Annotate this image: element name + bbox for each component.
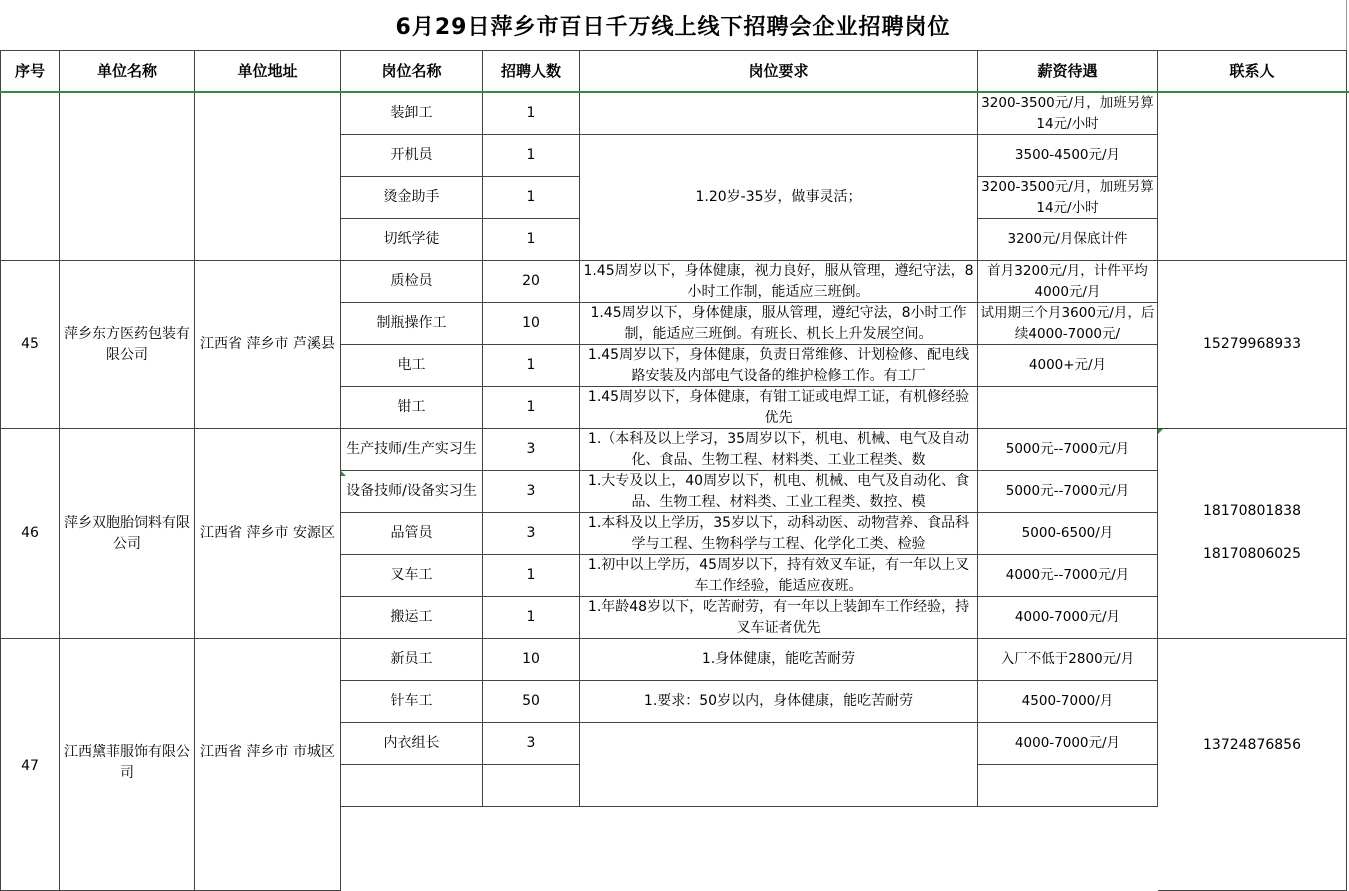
salary-cell: 试用期三个月3600元/月，后续4000-7000元/ <box>978 303 1158 345</box>
count-cell: 1 <box>483 177 580 219</box>
salary-cell: 3500-4500元/月 <box>978 135 1158 177</box>
company-cell-44 <box>60 93 195 261</box>
address-cell-44 <box>195 93 341 261</box>
requirement-cell: 1.年龄48岁以下，吃苦耐劳，有一年以上装卸车工作经验，持叉车证者优先 <box>580 597 978 639</box>
position-cell: 切纸学徒 <box>341 219 483 261</box>
requirement-cell-empty <box>580 93 978 135</box>
header-address: 单位地址 <box>195 50 341 93</box>
seq-cell-45: 45 <box>0 261 60 429</box>
position-cell: 针车工 <box>341 681 483 723</box>
position-cell: 生产技师/生产实习生 <box>341 429 483 471</box>
count-cell: 10 <box>483 303 580 345</box>
header-position: 岗位名称 <box>341 50 483 93</box>
salary-cell: 5000元--7000元/月 <box>978 471 1158 513</box>
count-cell: 50 <box>483 681 580 723</box>
salary-cell-empty <box>978 765 1158 807</box>
position-cell: 装卸工 <box>341 93 483 135</box>
requirement-cell: 1.45周岁以下，身体健康，负责日常维修、计划检修、配电线路安装及内部电气设备的维护检修工作。有工厂 <box>580 345 978 387</box>
contact-cell-46 <box>1158 429 1347 639</box>
requirement-cell <box>580 723 978 807</box>
count-cell: 1 <box>483 555 580 597</box>
header-requirements: 岗位要求 <box>580 50 978 93</box>
requirement-cell: 1.（本科及以上学习，35周岁以下，机电、机械、电气及自动化、食品、生物工程、材料类、工业工程类、数 <box>580 429 978 471</box>
position-cell: 叉车工 <box>341 555 483 597</box>
address-cell-46: 江西省 萍乡市 安源区 <box>195 429 341 639</box>
salary-cell: 4000-7000元/月 <box>978 723 1158 765</box>
position-cell: 开机员 <box>341 135 483 177</box>
position-cell: 钳工 <box>341 387 483 429</box>
count-cell: 3 <box>483 723 580 765</box>
requirement-cell: 1.本科及以上学历，35岁以下，动科动医、动物营养、食品科学与工程、生物科学与工程、化学化工类、检验 <box>580 513 978 555</box>
salary-cell: 5000元--7000元/月 <box>978 429 1158 471</box>
company-cell-47 <box>60 639 195 891</box>
header-count: 招聘人数 <box>483 50 580 93</box>
salary-cell: 4000-7000元/月 <box>978 597 1158 639</box>
count-cell: 20 <box>483 261 580 303</box>
count-cell-empty <box>483 765 580 807</box>
salary-cell: 3200-3500元/月，加班另算14元/小时 <box>978 93 1158 135</box>
requirement-cell: 1.45周岁以下，身体健康，视力良好，服从管理，遵纪守法，8小时工作制，能适应三班倒。 <box>580 261 978 303</box>
address-cell-45: 江西省 萍乡市 芦溪县 <box>195 261 341 429</box>
company-cell-46: 萍乡双胞胎饲料有限公司 <box>60 429 195 639</box>
count-cell: 1 <box>483 597 580 639</box>
contact-cell-47 <box>1158 639 1347 891</box>
company-value-47: 江西黛菲服饰有限公司 <box>64 744 190 781</box>
requirement-cell: 1.20岁-35岁，做事灵活； <box>580 135 978 261</box>
salary-cell <box>978 387 1158 429</box>
position-cell: 烫金助手 <box>341 177 483 219</box>
count-cell: 3 <box>483 471 580 513</box>
header-company: 单位名称 <box>60 50 195 93</box>
position-cell: 内衣组长 <box>341 723 483 765</box>
position-cell: 设备技师/设备实习生 <box>341 471 483 513</box>
count-cell: 10 <box>483 639 580 681</box>
position-cell: 品管员 <box>341 513 483 555</box>
requirement-cell: 1.大专及以上，40周岁以下，机电、机械、电气及自动化、食品、生物工程、材料类、工业工程类、数控、模 <box>580 471 978 513</box>
seq-cell-47 <box>0 639 60 891</box>
seq-value-47: 47 <box>21 758 39 774</box>
requirement-cell: 1.身体健康，能吃苦耐劳 <box>580 639 978 681</box>
count-cell: 1 <box>483 387 580 429</box>
salary-cell: 3200-3500元/月，加班另算14元/小时 <box>978 177 1158 219</box>
position-cell: 制瓶操作工 <box>341 303 483 345</box>
contact-phone-2: 18170806025 <box>1203 545 1301 562</box>
header-seq: 序号 <box>0 50 60 93</box>
comment-marker <box>341 471 346 476</box>
salary-cell: 首月3200元/月，计件平均4000元/月 <box>978 261 1158 303</box>
header-salary: 薪资待遇 <box>978 50 1158 93</box>
salary-cell: 4000+元/月 <box>978 345 1158 387</box>
seq-cell-46: 46 <box>0 429 60 639</box>
position-cell-empty <box>341 765 483 807</box>
count-cell: 1 <box>483 219 580 261</box>
company-cell-45: 萍乡东方医药包装有限公司 <box>60 261 195 429</box>
count-cell: 1 <box>483 93 580 135</box>
position-cell: 电工 <box>341 345 483 387</box>
salary-cell: 入厂不低于2800元/月 <box>978 639 1158 681</box>
position-cell: 质检员 <box>341 261 483 303</box>
requirement-cell: 1.45周岁以下，身体健康，有钳工证或电焊工证，有机修经验优先 <box>580 387 978 429</box>
page-title: 6月29日萍乡市百日千万线上线下招聘会企业招聘岗位 <box>0 0 1347 50</box>
comment-marker <box>1158 429 1163 434</box>
requirement-cell: 1.初中以上学历，45周岁以下，持有效叉车证，有一年以上叉车工作经验，能适应夜班。 <box>580 555 978 597</box>
count-cell: 1 <box>483 345 580 387</box>
contact-cell-44 <box>1158 93 1347 261</box>
position-cell: 新员工 <box>341 639 483 681</box>
count-cell: 1 <box>483 135 580 177</box>
address-value-47: 江西省 萍乡市 市城区 <box>200 744 335 760</box>
count-cell: 3 <box>483 429 580 471</box>
salary-cell: 5000-6500/月 <box>978 513 1158 555</box>
seq-cell-44 <box>0 93 60 261</box>
contact-value-47: 13724876856 <box>1203 737 1301 753</box>
requirement-cell: 1.45周岁以下，身体健康，服从管理，遵纪守法，8小时工作制，能适应三班倒。有班长、机长上升发展空间。 <box>580 303 978 345</box>
position-cell: 搬运工 <box>341 597 483 639</box>
count-cell: 3 <box>483 513 580 555</box>
contact-cell-45: 15279968933 <box>1158 261 1347 429</box>
salary-cell: 4000元--7000元/月 <box>978 555 1158 597</box>
address-cell-47 <box>195 639 341 891</box>
header-contact: 联系人 <box>1158 50 1347 93</box>
salary-cell: 4500-7000/月 <box>978 681 1158 723</box>
contact-phone-1: 18170801838 <box>1203 502 1301 519</box>
requirement-cell: 1.要求：50岁以内，身体健康，能吃苦耐劳 <box>580 681 978 723</box>
salary-cell: 3200元/月保底计件 <box>978 219 1158 261</box>
